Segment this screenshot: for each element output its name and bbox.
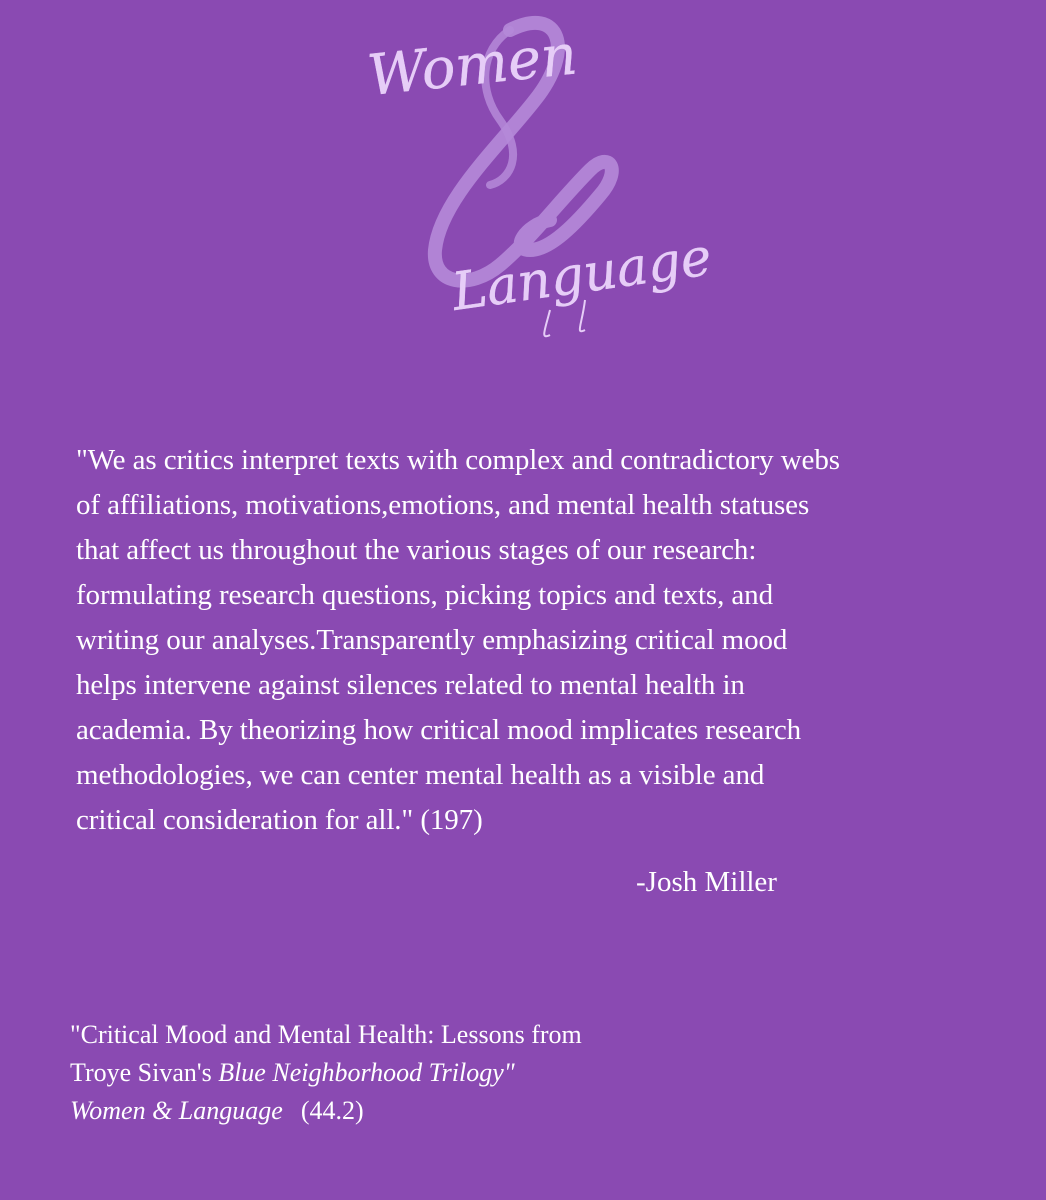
citation-issue: (44.2) (300, 1096, 364, 1125)
women-and-language-logo (360, 10, 716, 350)
quote-line: "We as critics interpret texts with complex and contradictory webs (76, 444, 840, 476)
citation-title-line: "Critical Mood and Mental Health: Lessons from (70, 1020, 582, 1049)
quote-line: helps intervene against silences related to mental health in (76, 669, 745, 701)
quote-author: -Josh Miller (636, 866, 777, 898)
quote-line: of affiliations, motivations,emotions, and mental health statuses (76, 489, 810, 521)
logo-text-language: Language (448, 227, 716, 323)
quote-text (76, 438, 1026, 843)
quote-line: critical consideration for all." (197) (76, 804, 483, 836)
citation-journal: Women & Language (70, 1096, 283, 1125)
quote-line: methodologies, we can center mental health as a visible and (76, 759, 765, 791)
quote-line: writing our analyses.Transparently emphasizing critical mood (76, 624, 788, 656)
citation-journal-line (70, 1092, 582, 1130)
quote-line: academia. By theorizing how critical mood implicates research (76, 714, 802, 746)
citation-work-title: Blue Neighborhood Trilogy" (218, 1058, 515, 1087)
citation-title-line-2 (70, 1054, 582, 1092)
logo-text-women: Women (364, 22, 581, 109)
logo-graphic (360, 10, 716, 350)
citation-prefix: Troye Sivan's (70, 1058, 219, 1087)
logo-flourish (544, 310, 550, 336)
citation (70, 1016, 582, 1130)
quote-line: formulating research questions, picking topics and texts, and (76, 579, 773, 611)
quote-line: that affect us throughout the various stages of our research: (76, 534, 757, 566)
